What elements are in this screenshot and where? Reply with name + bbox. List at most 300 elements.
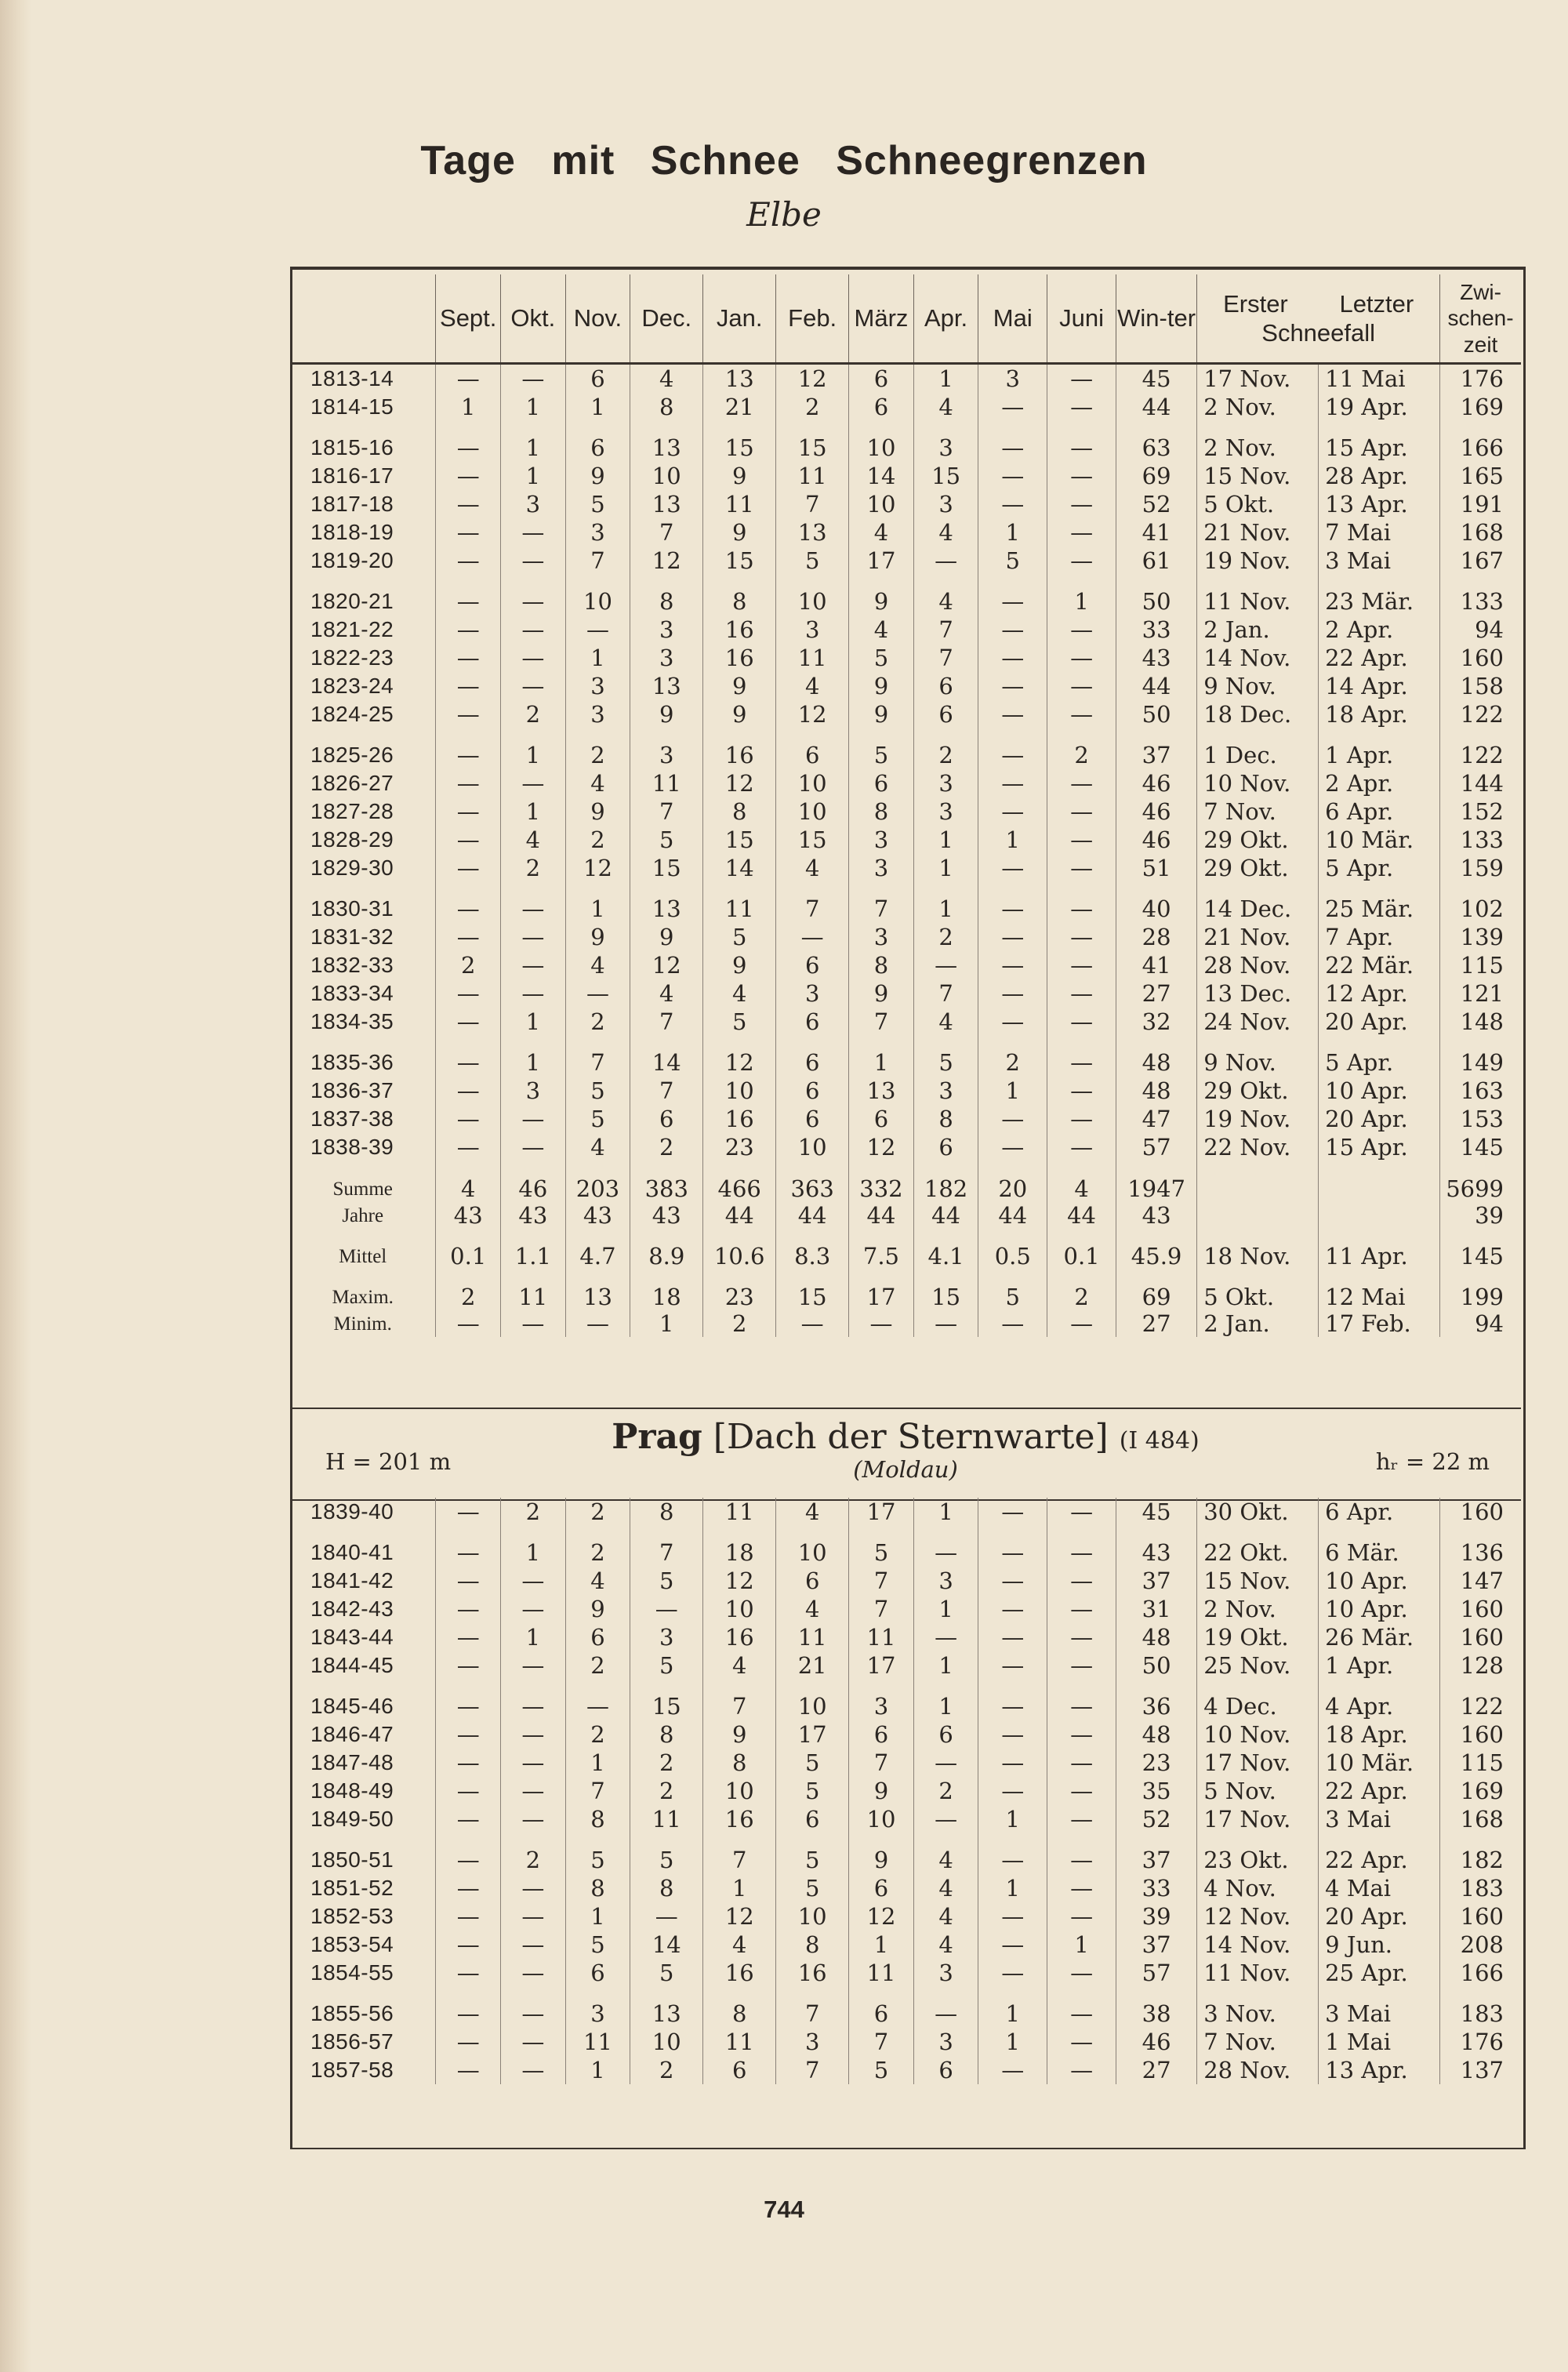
- cell: 5: [565, 1077, 630, 1105]
- cell: 2: [913, 741, 978, 769]
- cell: 10: [849, 434, 914, 462]
- cell: —: [501, 2056, 566, 2084]
- prag-title: [290, 1417, 1521, 1457]
- cell: 10: [630, 462, 703, 490]
- cell: 8: [630, 1498, 703, 1526]
- cell: 15: [630, 854, 703, 882]
- cell: —: [436, 700, 501, 728]
- cell: —: [436, 923, 501, 951]
- table-row: [290, 393, 1521, 421]
- cell: 16: [703, 644, 776, 672]
- cell: —: [1047, 797, 1116, 826]
- cell: 6: [849, 769, 914, 797]
- table-row: [290, 1651, 1521, 1680]
- cell: 1: [913, 854, 978, 882]
- cell: —: [1047, 434, 1116, 462]
- cell: 37: [1116, 1931, 1196, 1959]
- cell: 4: [630, 365, 703, 393]
- cell: 14 Nov.: [1197, 1931, 1319, 1959]
- cell: 1: [501, 741, 566, 769]
- cell: 160: [1460, 1720, 1504, 1748]
- cell: 2 Nov.: [1197, 1595, 1319, 1623]
- cell: 2: [501, 1498, 566, 1526]
- cell: 5 Nov.: [1197, 1777, 1319, 1805]
- col-letzter: Letzter: [1339, 289, 1414, 318]
- minim-label: Minim.: [290, 1310, 436, 1337]
- cell: 145: [1460, 1242, 1504, 1270]
- col-schneefall-group: [1197, 274, 1440, 364]
- cell: 22 Nov.: [1197, 1133, 1319, 1161]
- cell: 7: [776, 895, 849, 923]
- cell: —: [1047, 923, 1116, 951]
- cell: —: [1047, 2028, 1116, 2056]
- cell: 1 Apr.: [1319, 1651, 1440, 1680]
- cell: 160: [1460, 1623, 1504, 1651]
- table-row: [290, 2028, 1521, 2056]
- cell: 15 Apr.: [1319, 1133, 1440, 1161]
- table-row: [290, 462, 1521, 490]
- cell: 17: [849, 1651, 914, 1680]
- cell: —: [501, 1931, 566, 1959]
- cell: 16: [703, 1623, 776, 1651]
- cell: —: [978, 951, 1047, 979]
- cell: —: [1047, 1874, 1116, 1902]
- cell: 5: [849, 1538, 914, 1567]
- cell: 5: [703, 1008, 776, 1036]
- col-apr: Apr.: [913, 274, 978, 364]
- cell: 19 Apr.: [1319, 393, 1440, 421]
- cell: 169: [1460, 393, 1504, 420]
- cell: 2: [630, 1133, 703, 1161]
- cell: —: [501, 2000, 566, 2028]
- cell: —: [436, 616, 501, 644]
- cell: 94: [1475, 1310, 1504, 1337]
- cell: —: [978, 1567, 1047, 1595]
- cell: —: [1047, 616, 1116, 644]
- cell: 160: [1460, 644, 1504, 671]
- table-row: [290, 587, 1521, 616]
- cell: —: [978, 1931, 1047, 1959]
- cell: 4: [703, 979, 776, 1008]
- cell: 12 Nov.: [1197, 1902, 1319, 1931]
- cell: 160: [1460, 1595, 1504, 1622]
- cell: 15 Apr.: [1319, 434, 1440, 462]
- cell: 9: [565, 923, 630, 951]
- cell: 6 Apr.: [1319, 1498, 1440, 1526]
- cell: 1: [703, 1874, 776, 1902]
- cell: —: [978, 1310, 1047, 1337]
- cell: 17 Nov.: [1197, 1805, 1319, 1833]
- cell: 8: [565, 1874, 630, 1902]
- cell: 3: [913, 1077, 978, 1105]
- summary-rows: [290, 1161, 1521, 1337]
- year-cell: 1815-16: [290, 434, 436, 462]
- cell: 1: [1047, 587, 1116, 616]
- cell: 1: [501, 797, 566, 826]
- cell: 4 Dec.: [1197, 1692, 1319, 1720]
- year-cell: 1838-39: [290, 1133, 436, 1161]
- cell: 3 Mai: [1319, 547, 1440, 575]
- cell: 14 Nov.: [1197, 644, 1319, 672]
- cell: 1: [501, 1538, 566, 1567]
- cell: 10: [776, 1538, 849, 1567]
- cell: —: [436, 1623, 501, 1651]
- cell: —: [1047, 1959, 1116, 1987]
- cell: 12: [565, 854, 630, 882]
- cell: 11: [703, 1498, 776, 1526]
- cell: —: [501, 616, 566, 644]
- cell: 13: [849, 1077, 914, 1105]
- cell: 11: [776, 462, 849, 490]
- year-cell: 1852-53: [290, 1902, 436, 1931]
- cell: 2: [630, 2056, 703, 2084]
- year-cell: 1837-38: [290, 1105, 436, 1133]
- table-row: [290, 490, 1521, 518]
- table-row: [290, 797, 1521, 826]
- cell: 44: [913, 1202, 978, 1229]
- cell: 3 Nov.: [1197, 2000, 1319, 2028]
- cell: 9: [849, 1846, 914, 1874]
- cell: 21 Nov.: [1197, 923, 1319, 951]
- cell: 46: [1116, 826, 1196, 854]
- cell: —: [1047, 1077, 1116, 1105]
- table-row: [290, 895, 1521, 923]
- cell: 5: [565, 1846, 630, 1874]
- cell: 3: [913, 1567, 978, 1595]
- cell: —: [1047, 1008, 1116, 1036]
- cell: 2: [565, 1008, 630, 1036]
- cell: 11: [776, 644, 849, 672]
- cell: 38: [1116, 2000, 1196, 2028]
- cell: —: [565, 1692, 630, 1720]
- cell: 122: [1460, 700, 1504, 728]
- table-row: [290, 1846, 1521, 1874]
- cell: —: [436, 1595, 501, 1623]
- cell: —: [436, 741, 501, 769]
- cell: 7: [913, 616, 978, 644]
- cell: 1: [913, 1651, 978, 1680]
- cell: 0.1: [436, 1243, 501, 1270]
- year-cell: 1823-24: [290, 672, 436, 700]
- prag-rows: [290, 1498, 1521, 2084]
- cell: 7 Nov.: [1197, 2028, 1319, 2056]
- cell: —: [436, 462, 501, 490]
- cell: 16: [776, 1959, 849, 1987]
- cell: 5: [849, 644, 914, 672]
- cell: —: [501, 1777, 566, 1805]
- cell: 48: [1116, 1720, 1196, 1749]
- cell: 15: [630, 1692, 703, 1720]
- cell: —: [1047, 895, 1116, 923]
- year-cell: 1842-43: [290, 1595, 436, 1623]
- cell: 43: [1116, 644, 1196, 672]
- cell: 3: [630, 1623, 703, 1651]
- cell: 3: [913, 2028, 978, 2056]
- cell: 2 Nov.: [1197, 393, 1319, 421]
- cell: 3: [913, 490, 978, 518]
- year-cell: 1813-14: [290, 365, 436, 393]
- cell: 3: [978, 365, 1047, 393]
- col-jan: Jan.: [703, 274, 776, 364]
- cell: 199: [1460, 1283, 1504, 1310]
- cell: 10: [776, 769, 849, 797]
- year-cell: 1839-40: [290, 1498, 436, 1526]
- cell: 4: [703, 1931, 776, 1959]
- cell: 48: [1116, 1077, 1196, 1105]
- region-subtitle: Elbe: [746, 195, 822, 234]
- cell: 6: [776, 1048, 849, 1077]
- cell: 8: [703, 2000, 776, 2028]
- cell: —: [565, 1310, 630, 1337]
- cell: 13 Dec.: [1197, 979, 1319, 1008]
- cell: 11 Apr.: [1319, 1243, 1440, 1270]
- cell: 13: [703, 365, 776, 393]
- cell: 44: [978, 1202, 1047, 1229]
- cell: 4: [776, 854, 849, 882]
- cell: 9: [565, 1595, 630, 1623]
- cell: 1.1: [501, 1243, 566, 1270]
- cell: —: [436, 1567, 501, 1595]
- cell: 7.5: [849, 1243, 914, 1270]
- cell: 1: [630, 1310, 703, 1337]
- cell: 3 Mai: [1319, 1805, 1440, 1833]
- cell: 6: [776, 951, 849, 979]
- cell: —: [978, 1538, 1047, 1567]
- cell: 149: [1460, 1048, 1504, 1076]
- cell: 10: [849, 490, 914, 518]
- cell: —: [1047, 854, 1116, 882]
- cell: —: [978, 1133, 1047, 1161]
- cell: 50: [1116, 587, 1196, 616]
- cell: 5: [849, 2056, 914, 2084]
- year-cell: 1824-25: [290, 700, 436, 728]
- cell: 18 Nov.: [1197, 1243, 1319, 1270]
- table-header: [290, 274, 1521, 365]
- cell: 3: [913, 797, 978, 826]
- cell: —: [1047, 1623, 1116, 1651]
- cell: 4 Nov.: [1197, 1874, 1319, 1902]
- mittel-row: [290, 1243, 1521, 1270]
- year-cell: 1834-35: [290, 1008, 436, 1036]
- cell: 182: [1460, 1846, 1504, 1873]
- year-cell: 1850-51: [290, 1846, 436, 1874]
- cell: 13: [630, 895, 703, 923]
- table-row: [290, 644, 1521, 672]
- cell: —: [436, 1498, 501, 1526]
- cell: 2: [565, 826, 630, 854]
- cell: 2: [978, 1048, 1047, 1077]
- cell: 122: [1460, 741, 1504, 768]
- cell: —: [436, 1720, 501, 1749]
- cell: 7: [849, 1008, 914, 1036]
- table-row: [290, 1777, 1521, 1805]
- cell: 133: [1460, 826, 1504, 853]
- cell: 2: [565, 1720, 630, 1749]
- cell: 16: [703, 741, 776, 769]
- cell: 1: [565, 2056, 630, 2084]
- cell: 18: [630, 1284, 703, 1310]
- year-cell: 1855-56: [290, 2000, 436, 2028]
- cell: 7: [703, 1846, 776, 1874]
- cell: 13 Apr.: [1319, 2056, 1440, 2084]
- cell: 12: [849, 1133, 914, 1161]
- cell: 8.9: [630, 1243, 703, 1270]
- cell: —: [1047, 1538, 1116, 1567]
- cell: 43: [1116, 1538, 1196, 1567]
- year-cell: 1829-30: [290, 854, 436, 882]
- cell: —: [1047, 1567, 1116, 1595]
- cell: 12: [849, 1902, 914, 1931]
- cell: 2 Apr.: [1319, 769, 1440, 797]
- cell: 8: [630, 587, 703, 616]
- cell: 9 Nov.: [1197, 672, 1319, 700]
- cell: 2: [630, 1749, 703, 1777]
- cell: 44: [703, 1202, 776, 1229]
- cell: —: [978, 393, 1047, 421]
- cell: 3: [776, 979, 849, 1008]
- cell: 2: [565, 1651, 630, 1680]
- year-cell: 1847-48: [290, 1749, 436, 1777]
- cell: 14: [630, 1931, 703, 1959]
- cell: —: [978, 1959, 1047, 1987]
- cell: 11: [630, 1805, 703, 1833]
- cell: 43: [436, 1202, 501, 1229]
- cell: 4 Mai: [1319, 1874, 1440, 1902]
- cell: —: [436, 1692, 501, 1720]
- cell: 4: [565, 951, 630, 979]
- cell: 122: [1460, 1692, 1504, 1720]
- cell: 152: [1460, 797, 1504, 825]
- cell: 4: [565, 1133, 630, 1161]
- cell: 2 Nov.: [1197, 434, 1319, 462]
- cell: 44: [1116, 672, 1196, 700]
- cell: 7 Nov.: [1197, 797, 1319, 826]
- cell: 69: [1116, 462, 1196, 490]
- cell: 4 Apr.: [1319, 1692, 1440, 1720]
- cell: 3: [849, 1692, 914, 1720]
- cell: 332: [849, 1175, 914, 1202]
- cell: 23: [703, 1133, 776, 1161]
- cell: —: [501, 1959, 566, 1987]
- cell: 45: [1116, 1498, 1196, 1526]
- cell: —: [501, 1805, 566, 1833]
- cell: 8: [565, 1805, 630, 1833]
- cell: 5: [776, 1874, 849, 1902]
- cell: 61: [1116, 547, 1196, 575]
- cell: 10: [703, 1077, 776, 1105]
- col-maerz: März: [849, 274, 914, 364]
- cell: 52: [1116, 1805, 1196, 1833]
- cell: 45: [1116, 365, 1196, 393]
- cell: —: [1047, 979, 1116, 1008]
- cell: 4: [776, 672, 849, 700]
- col-feb: Feb.: [776, 274, 849, 364]
- cell: 11 Mai: [1319, 365, 1440, 393]
- year-cell: 1836-37: [290, 1077, 436, 1105]
- cell: 19 Nov.: [1197, 547, 1319, 575]
- cell: —: [978, 490, 1047, 518]
- cell: 6: [849, 2000, 914, 2028]
- cell: 3: [565, 2000, 630, 2028]
- year-cell: 1853-54: [290, 1931, 436, 1959]
- cell: —: [978, 1720, 1047, 1749]
- cell: 183: [1460, 2000, 1504, 2027]
- cell: 160: [1460, 1902, 1504, 1930]
- table-row: [290, 434, 1521, 462]
- year-cell: 1820-21: [290, 587, 436, 616]
- cell: 11: [703, 895, 776, 923]
- cell: —: [630, 1902, 703, 1931]
- year-cell: 1830-31: [290, 895, 436, 923]
- cell: 0.5: [978, 1243, 1047, 1270]
- cell: 3: [849, 854, 914, 882]
- cell: 50: [1116, 700, 1196, 728]
- cell: —: [436, 2056, 501, 2084]
- cell: 46: [1116, 769, 1196, 797]
- cell: —: [1047, 1105, 1116, 1133]
- table-row: [290, 1595, 1521, 1623]
- cell: —: [978, 672, 1047, 700]
- cell: 1: [978, 1874, 1047, 1902]
- cell: —: [1047, 1048, 1116, 1077]
- cell: 5 Apr.: [1319, 854, 1440, 882]
- cell: 2: [913, 1777, 978, 1805]
- table-row: [290, 1720, 1521, 1749]
- table-row: [290, 1931, 1521, 1959]
- cell: 3: [913, 434, 978, 462]
- cell: 6: [849, 1874, 914, 1902]
- cell: 48: [1116, 1623, 1196, 1651]
- cell: 15: [913, 462, 978, 490]
- cell: 0.1: [1047, 1243, 1116, 1270]
- cell: 5: [565, 1105, 630, 1133]
- col-winter: Win-ter: [1116, 274, 1196, 364]
- jahre-row: [290, 1202, 1521, 1229]
- year-cell: 1821-22: [290, 616, 436, 644]
- cell: —: [1047, 1310, 1116, 1337]
- cell: 6: [849, 1105, 914, 1133]
- cell: —: [501, 2028, 566, 2056]
- cell: —: [436, 1959, 501, 1987]
- cell: 10: [776, 797, 849, 826]
- cell: 15: [776, 1284, 849, 1310]
- cell: —: [1047, 1805, 1116, 1833]
- cell: 139: [1460, 923, 1504, 950]
- cell: 1: [913, 895, 978, 923]
- table-row: [290, 547, 1521, 575]
- cell: 9: [703, 518, 776, 547]
- cell: 46: [501, 1175, 566, 1202]
- cell: —: [436, 2028, 501, 2056]
- cell: 6: [913, 1133, 978, 1161]
- cell: —: [436, 1133, 501, 1161]
- table-row: [290, 979, 1521, 1008]
- cell: 11 Nov.: [1197, 587, 1319, 616]
- cell: —: [978, 1692, 1047, 1720]
- cell: 6: [776, 1105, 849, 1133]
- year-cell: 1819-20: [290, 547, 436, 575]
- cell: 2: [436, 1284, 501, 1310]
- cell: 137: [1460, 2056, 1504, 2083]
- cell: 3: [849, 923, 914, 951]
- cell: —: [913, 547, 978, 575]
- cell: [1319, 1202, 1440, 1229]
- cell: 43: [1116, 1202, 1196, 1229]
- cell: 1: [501, 393, 566, 421]
- year-cell: 1832-33: [290, 951, 436, 979]
- jahre-label: Jahre: [290, 1202, 436, 1229]
- cell: 6: [913, 2056, 978, 2084]
